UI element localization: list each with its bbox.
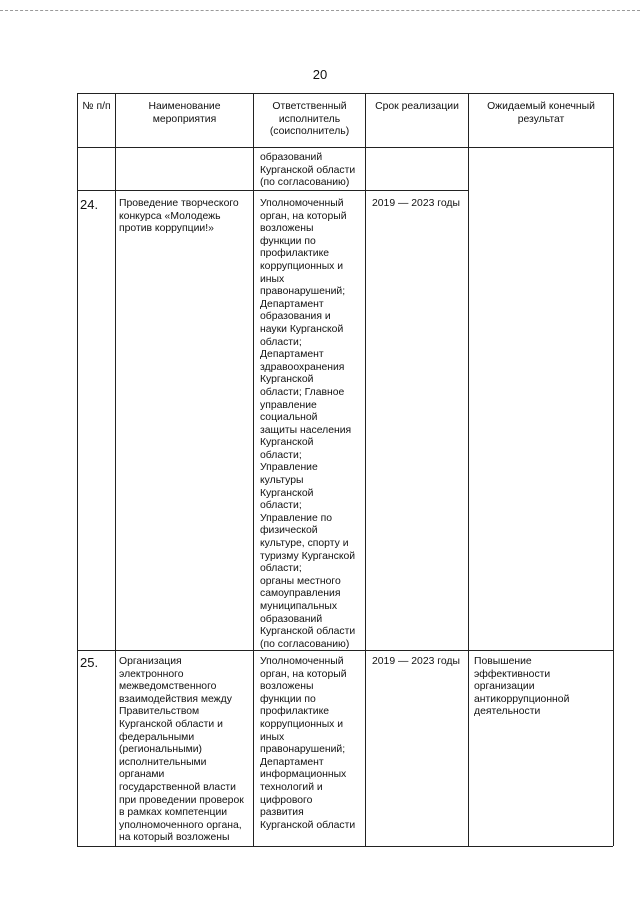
row-25-name: Организация электронного межведомственного взаимодействия между Правительством Курганской области и федеральными (региональными) исполнительными органами государственной власти при проведении проверок в рамках компетенции уполномоченного органа, на который возложены [119, 656, 244, 844]
row-25-result: Повышение эффективности организации антикоррупционной деятельности [474, 656, 570, 718]
col-divider-3 [365, 93, 366, 846]
row-24-num: 24. [80, 197, 99, 212]
header-result: Ожидаемый конечный результат [487, 101, 595, 125]
header-executor: Ответственный исполнитель (соисполнитель) [269, 101, 350, 138]
page-number: 20 [312, 67, 328, 82]
row-25-term: 2019 — 2023 годы [372, 656, 460, 667]
row-24-term: 2019 — 2023 годы [372, 198, 460, 209]
header-bottom-border [77, 147, 613, 148]
table-bottom-border [77, 846, 613, 847]
header-num: № п/п [82, 101, 111, 112]
row-24-executor: Уполномоченный орган, на который возложены функции по профилактике коррупционных и иных правонарушений; Департамент образования и науки Курганской области; Департамент здравоохранения Курганской области; Главное управление социальной защиты населения Курганской области; Управление культуры Курганской области; Управление по физической культуре, спорту и туризму Курганской области; органы местного самоуправления муниципальных образований Курганской области (по согласованию) [260, 198, 356, 650]
col-divider-1 [115, 93, 116, 846]
table-left-border [77, 93, 78, 846]
header-name: Наименование мероприятия [148, 101, 221, 125]
header-term: Срок реализации [375, 101, 459, 112]
continuation-bottom-border [77, 190, 468, 191]
continuation-executor: образований Курганской области (по согласованию) [260, 152, 356, 189]
table-right-border [613, 93, 614, 846]
row-24-name: Проведение творческого конкурса «Молодежь против коррупции!» [119, 198, 239, 235]
col-divider-2 [253, 93, 254, 846]
col-divider-4 [468, 93, 469, 846]
table-top-border [77, 93, 613, 94]
row-25-executor: Уполномоченный орган, на который возложены функции по профилактике коррупционных и иных правонарушений; Департамент информационных технологий и цифрового развития Курганской области [260, 656, 356, 831]
row-25-num: 25. [80, 655, 99, 670]
